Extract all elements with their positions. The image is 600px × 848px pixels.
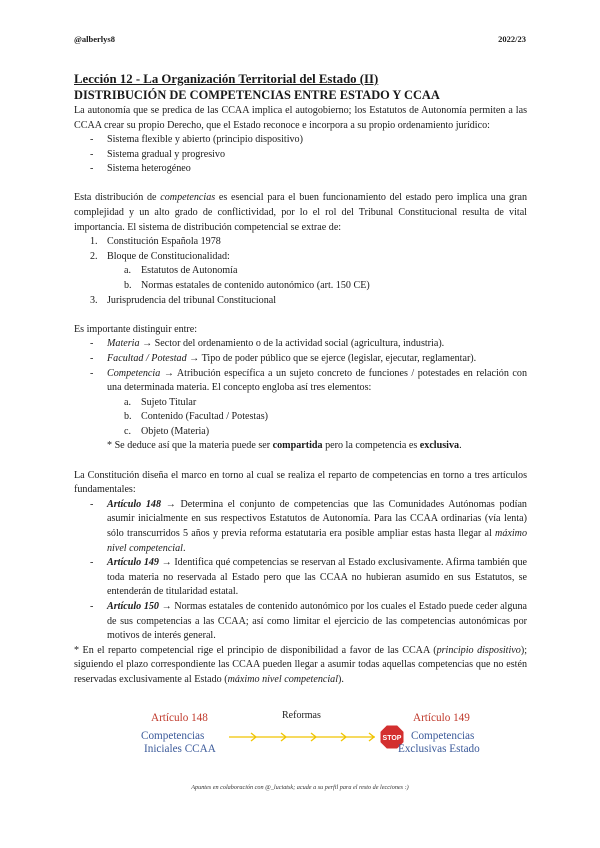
deduction-note: * Se deduce así que la materia puede ser compartida pero la competencia es exclusiva. — [107, 440, 462, 452]
arrow-icon: → — [161, 600, 172, 612]
final-note: * En el reparto competencial rige el principio de disponibilidad a favor de las CCAA (principio dispositivo); siguiendo el plazo correspondiente las CCAA pueden llegar a asumir todas aquellas competencias que no estén reservadas exclusivamente al Estado (máximo nivel competencial). — [74, 644, 527, 685]
diagram-reforms-label: Reformas — [282, 710, 321, 721]
distinguish-list — [74, 337, 527, 395]
stop-text: STOP — [382, 735, 402, 742]
list-item: a. Estatutos de Autonomía — [124, 265, 238, 277]
course-year: 2022/23 — [498, 34, 526, 44]
lesson-title: Lección 12 - La Organización Territorial del Estado (II) — [74, 72, 379, 86]
article-149-item: - Artículo 149 → Identifica qué competencias se reservan al Estado exclusivamente. Afirma también que toda materia no reservada al Estado pero que las CCAA no hubieran asumido en sus Estatutos, se entenderán de titularidad estatal. — [90, 556, 527, 600]
list-item: - Sistema heterogéneo — [90, 162, 527, 177]
diagram-left-line1: Competencias — [141, 730, 205, 742]
page-header — [74, 34, 526, 48]
arrow-icon: → — [163, 367, 174, 379]
arrow-icon: → — [165, 498, 176, 510]
arrow-chain — [229, 733, 375, 741]
list-item: - Sistema gradual y progresivo — [90, 148, 527, 163]
list-item: - Materia → Sector del ordenamiento o de la actividad social (agricultura, industria). — [90, 337, 527, 352]
list-item: 3. Jurisprudencia del tribunal Constitucional — [90, 294, 277, 306]
reforms-arrows — [229, 729, 379, 745]
intro-paragraph: La autonomía que se predica de las CCAA implica el autogobierno; los Estatutos de Autonomía permiten a las CCAA crear su propio Derecho, que el Estado reconoce e incorpora a su propio ordenamiento jurídico: — [74, 105, 527, 131]
list-item: b. Normas estatales de contenido autonómico (art. 150 CE) — [124, 280, 370, 292]
article-148-item: - Artículo 148 → Determina el conjunto de competencias que las Comunidades Autónomas podían asumir inicialmente en sus respectivos Estatutos de Autonomía. Para las CCAA ordinarias (vía lenta) sólo transcurridos 5 años y previa reforma estatutaria era posible ampliar estas hasta llegar al máximo nivel competencial. — [90, 498, 527, 556]
sources-list — [74, 235, 527, 264]
arrow-icon: → — [161, 557, 172, 569]
diagram-left-line2: Iniciales CCAA — [144, 743, 216, 755]
list-item: - Sistema flexible y abierto (principio dispositivo) — [90, 133, 527, 148]
diagram-right-line1: Competencias — [411, 730, 475, 742]
author-handle: @alberlys8 — [74, 34, 115, 44]
list-item: 2. Bloque de Constitucionalidad: — [90, 250, 230, 262]
constitutionality-sublist — [74, 264, 527, 293]
page-content — [74, 72, 527, 687]
list-item: - Facultad / Potestad → Tipo de poder público que se ejerce (legislar, ejecutar, reglamentar). — [90, 352, 527, 367]
elements-sublist — [74, 396, 527, 440]
articles-intro: La Constitución diseña el marco en torno al cual se realiza el reparto de competencias en torno a tres artículos fundamentales: — [74, 469, 527, 496]
list-item: 1. Constitución Española 1978 — [90, 236, 221, 248]
competence-diagram — [135, 712, 495, 768]
diagram-right-line2: Exclusivas Estado — [398, 743, 480, 755]
diagram-right-title: Artículo 149 — [413, 712, 470, 724]
list-item: - Competencia → Atribución específica a un sujeto concreto de funciones / potestades en relación con una determinada materia. El concepto engloba así tres elementos: — [90, 367, 527, 396]
arrow-icon: → — [142, 338, 153, 350]
arrow-icon: → — [189, 352, 200, 364]
page-footer: Apuntes en colaboración con @_luciatsk; acude a su perfil para el resto de lecciones :) — [191, 784, 409, 791]
article-150-item: - Artículo 150 → Normas estatales de contenido autonómico por los cuales el Estado puede ceder alguna de sus competencias a las CCAA; así como limitar el ejercicio de las competencias autonómicas por motivos de interés general. — [90, 600, 527, 644]
diagram-left-title: Artículo 148 — [151, 712, 208, 724]
distinguish-intro: Es importante distinguir entre: — [74, 323, 198, 335]
distribution-paragraph: Esta distribución de competencias es esencial para el buen funcionamiento del estado pero implica una gran complejidad y un alto grado de conflictividad, por lo el rol del Tribunal Constitucional resulta de vital importancia. El sistema de distribución competencial se extrae de: — [74, 192, 527, 233]
system-list — [74, 133, 527, 177]
list-item: b. Contenido (Facultad / Potestas) — [124, 411, 268, 423]
section-heading: DISTRIBUCIÓN DE COMPETENCIAS ENTRE ESTADO Y CCAA — [74, 88, 440, 102]
list-item: a. Sujeto Titular — [124, 396, 197, 408]
list-item: c. Objeto (Materia) — [124, 425, 210, 437]
articles-list — [74, 498, 527, 644]
